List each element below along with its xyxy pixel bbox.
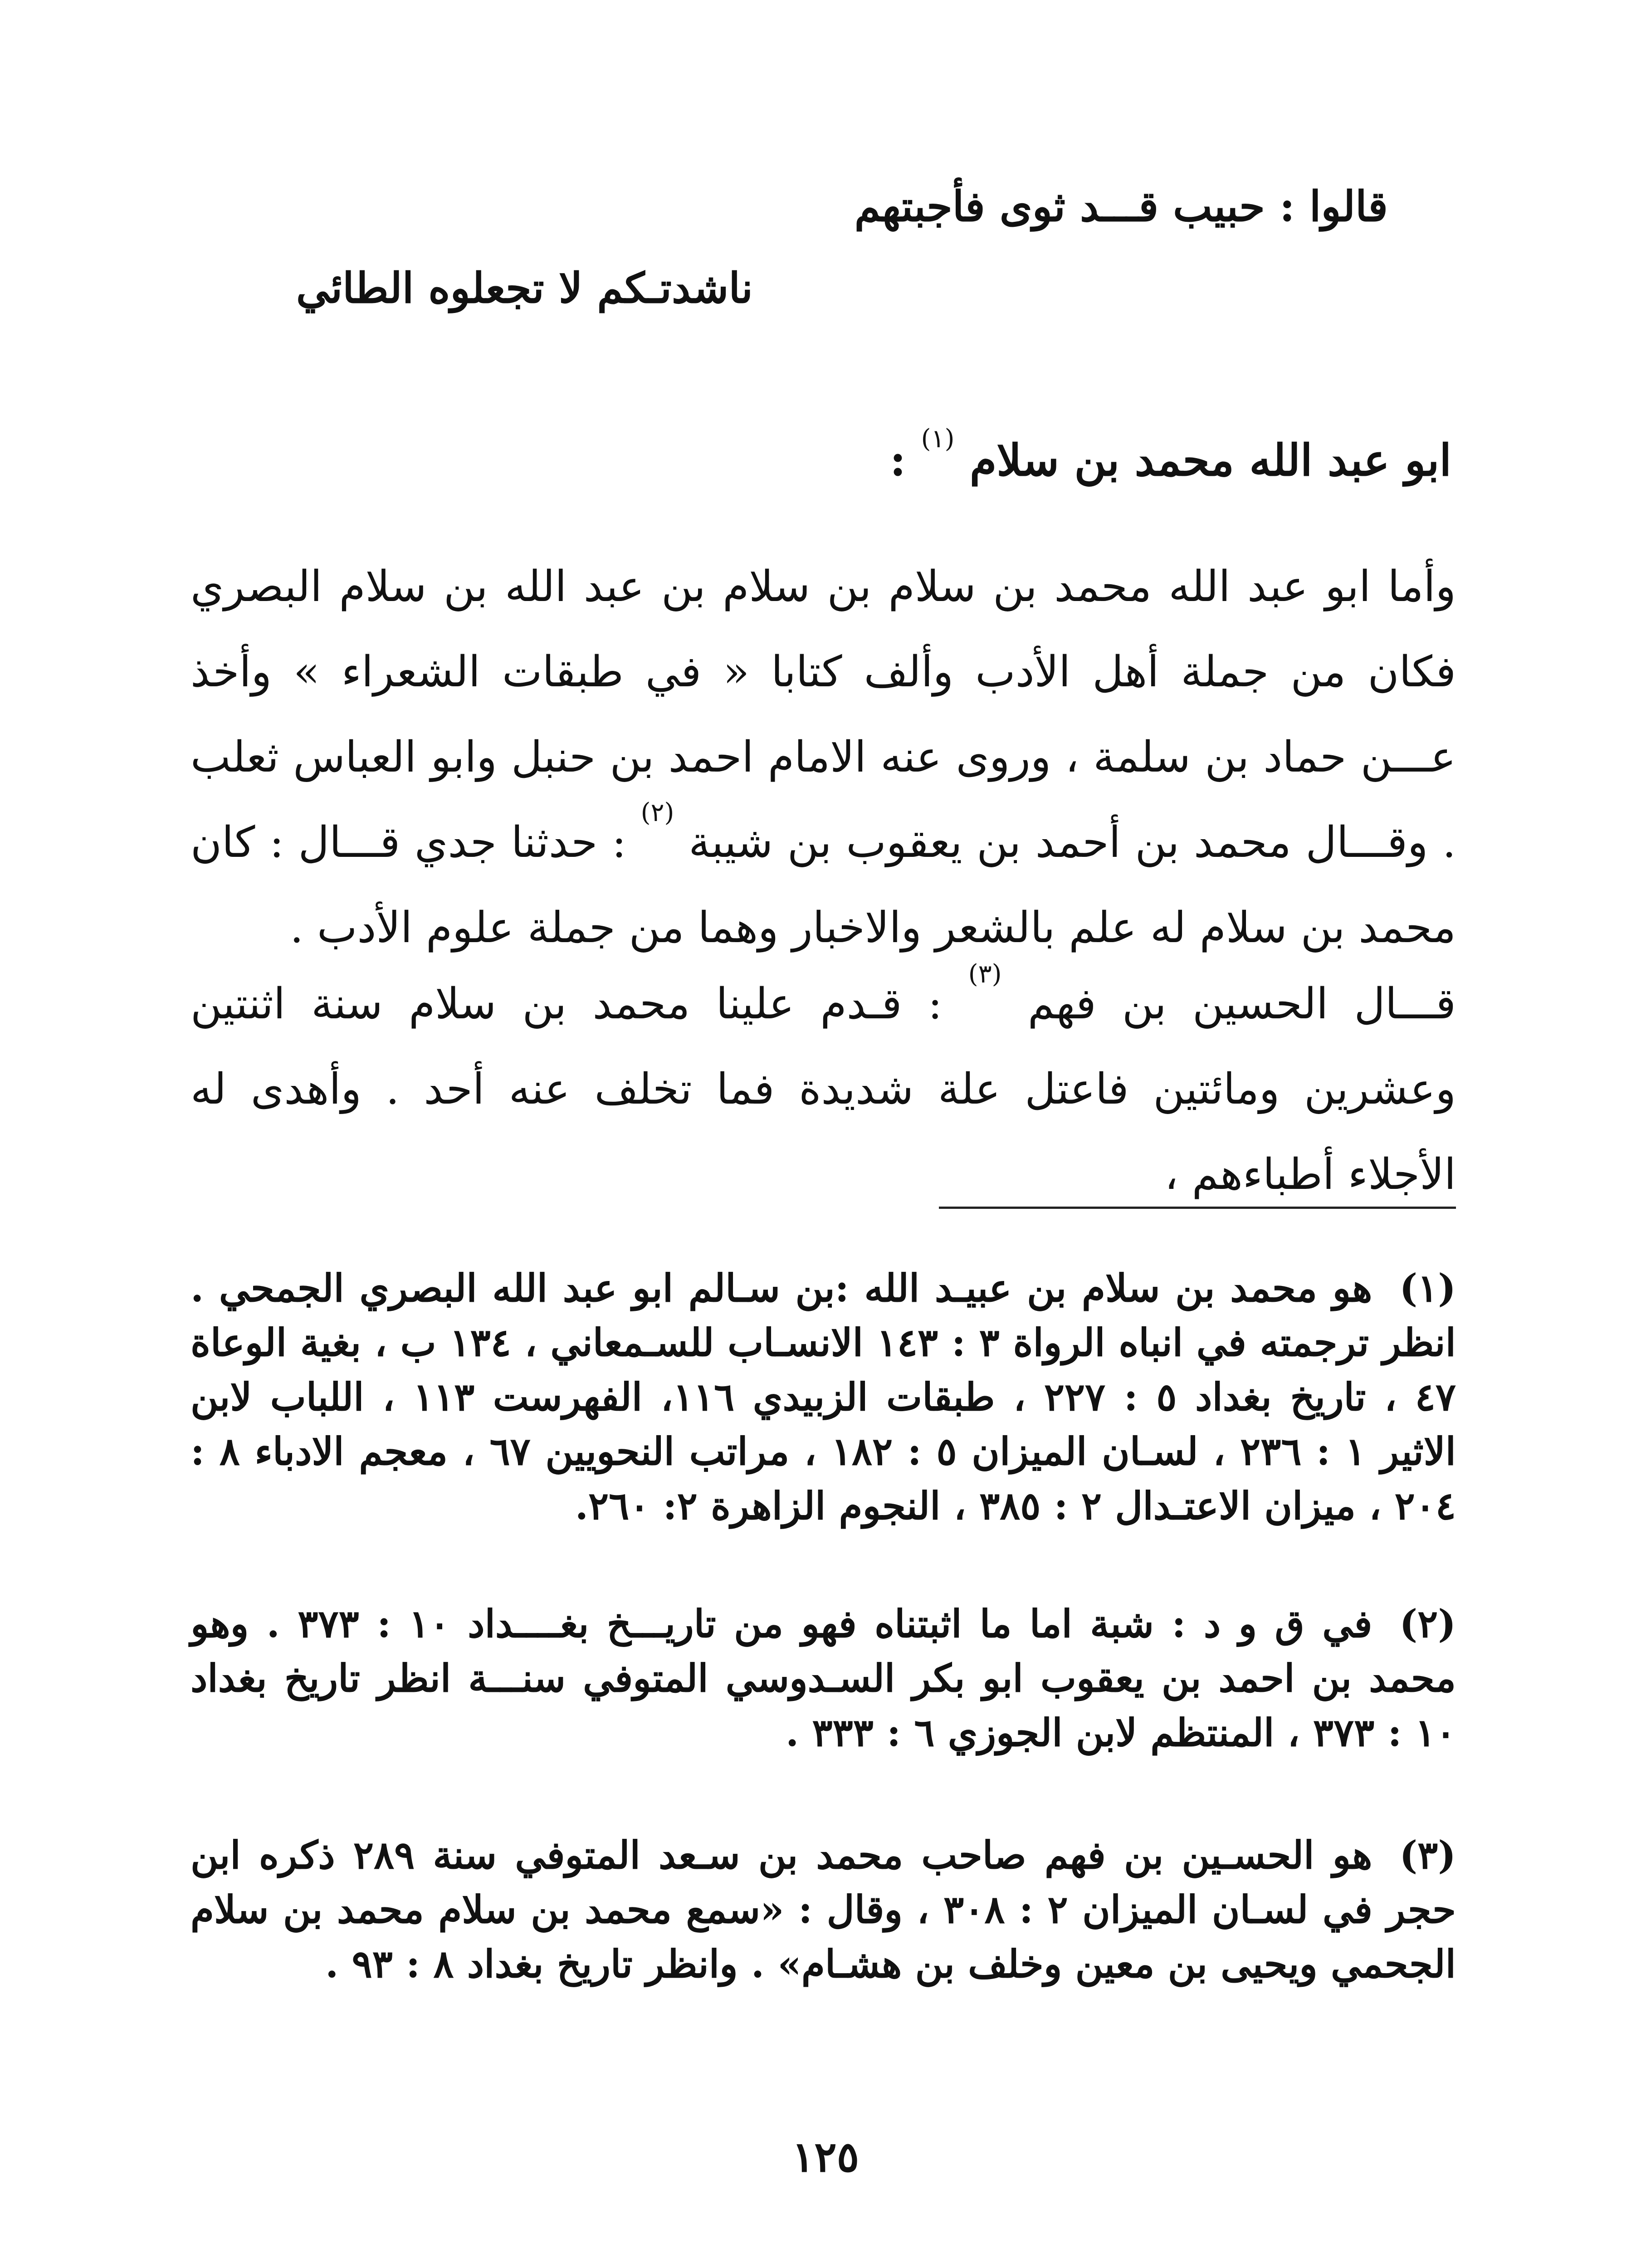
footnote-ref-2: (٢) (640, 798, 674, 827)
paragraph-2 (190, 959, 1456, 1217)
footnote-separator (939, 1207, 1456, 1209)
footnote-3-text: هو الحسـين بن فهم صاحب محمد بن سـعد المتوفي سنة ٢٨٩ ذكره ابن حجر في لسـان الميزان ٢ : ٣٠٨ ، وقال : «سمع محمد بن سلام محمد بن سلام الجحمي ويحيى بن معين وخلف بن هشـام» . وانظر تاريخ بغداد ٨ : ٩٣ . (190, 1833, 1456, 1986)
paragraph-1-part-1: وأما ابو عبد الله محمد بن سلام بن سلام بن عبد الله بن سلام البصري فكان من جملة أهل الأدب وألف كتابا « في طبقات الشعراء » وأخذ عـــن حماد بن سلمة ، وروى عنه الامام احمد بن حنبل وابو العباس ثعلب . وقـــال محمد بن أحمد بن يعقوب بن شيبة (190, 562, 1456, 867)
paragraph-1-part-2: : حدثنا جدي قـــال : كان محمد بن سلام له علم بالشعر والاخبار وهما من جملة علوم الأدب . (190, 818, 1456, 953)
footnote-3 (190, 1828, 1456, 1991)
verse-line-1: قالوا : حبيب قـــد ثوى فأجبتهم (854, 182, 1388, 231)
footnote-3-number: (٣) (1399, 1833, 1456, 1877)
footnote-ref-1: (١) (921, 424, 955, 454)
footnote-1-number: (١) (1399, 1266, 1456, 1310)
paragraph-2-part-2: : قـدم علينا محمد بن سلام سنة اثنتين وعشرين ومائتين فاعتل علة شديدة فما تخلف عنه أحد . وأهدى له الأجلاء أطباءهم ، (190, 979, 1456, 1199)
footnote-2-number: (٢) (1399, 1601, 1456, 1646)
verse-line-2: ناشدتـكم لا تجعلوه الطائي (296, 264, 753, 313)
page-number: ١٢٥ (791, 2132, 860, 2181)
footnote-ref-3: (٣) (968, 959, 1002, 989)
section-heading (890, 426, 1451, 494)
footnote-2 (190, 1597, 1456, 1760)
footnote-1-text: هو محمد بن سلام بن عبيـد الله :بن سـالم ابو عبد الله البصري الجمحي . انظر ترجمته في انباه الرواة ٣ : ١٤٣ الانسـاب للسـمعاني ، ١٣٤ ب ، بغية الوعاة ٤٧ ، تاريخ بغداد ٥ : ٢٢٧ ، طبقات الزبيدي ١١٦، الفهرست ١١٣ ، اللباب لابن الاثير ١ : ٢٣٦ ، لسـان الميزان ٥ : ١٨٢ ، مراتب النحويين ٦٧ ، معجم الادباء ٨ : ٢٠٤ ، ميزان الاعتـدال ٢ : ٣٨٥ ، النجوم الزاهرة ٢: ٢٦٠. (190, 1266, 1456, 1528)
paragraph-1 (190, 544, 1456, 971)
paragraph-2-part-1: قـــال الحسين بن فهم (1027, 979, 1456, 1029)
footnote-2-text: في ق و د : شبة اما ما اثبتناه فهو من تاريـــخ بغــــداد ١٠ : ٣٧٣ . وهو محمد بن احمد بن يعقوب ابو بكر السـدوسي المتوفي سنـــة انظر تاريخ بغداد ١٠ : ٣٧٣ ، المنتظم لابن الجوزي ٦ : ٣٣٣ . (190, 1601, 1456, 1755)
heading-colon: : (889, 435, 921, 486)
heading-text: ابو عبد الله محمد بن سلام (969, 435, 1451, 486)
footnote-1 (190, 1261, 1456, 1533)
